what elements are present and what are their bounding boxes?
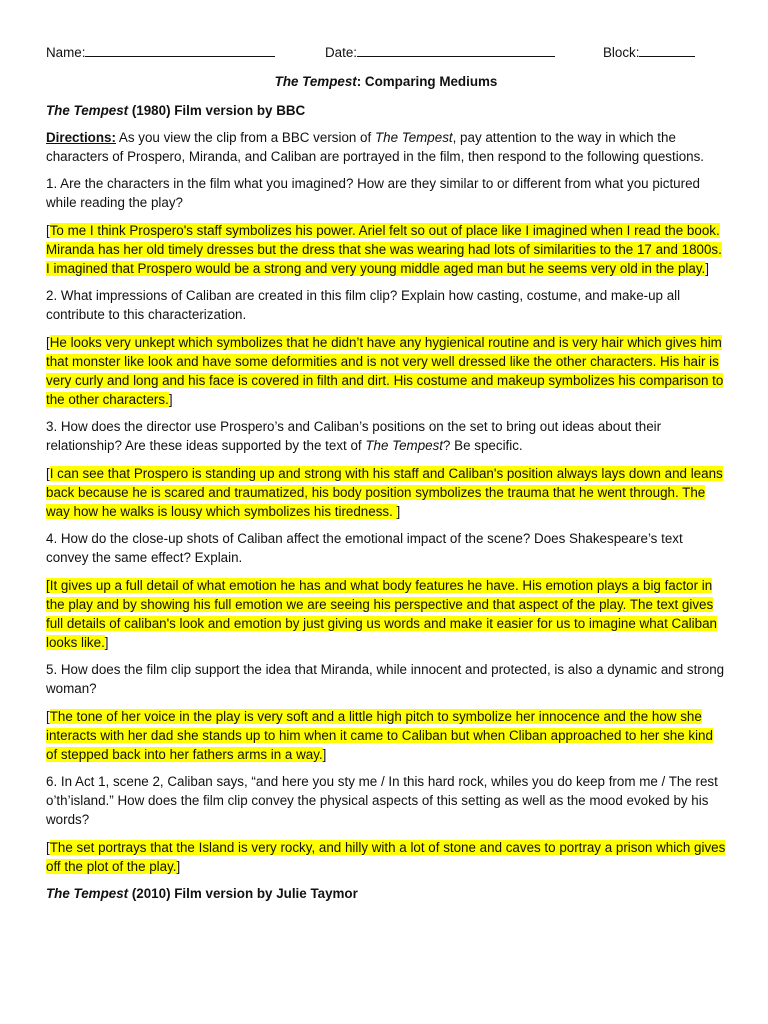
section-heading-bbc (46, 101, 726, 120)
worksheet-page (46, 42, 726, 903)
name-blank[interactable] (85, 42, 275, 57)
answer-text: He looks very unkept which symbolizes that he didn’t have any hygienical routine and is very hair which gives him that monster like look and have some deformities and is not very well dressed like the other characters. His hair is very curly and long and his face is covered in filth and dirt. His costume and makeup symbolizes his comparison to the other characters. (46, 335, 724, 407)
date-blank[interactable] (357, 42, 555, 57)
section2-rest: (2010) Film version by Julie Taymor (128, 886, 358, 901)
answer-text: I can see that Prospero is standing up and strong with his staff and Caliban's position always lays down and leans back because he is scared and traumatized, his body position symbolizes the trauma that he went through. The way how he walks is lousy which symbolizes his tiredness. (46, 466, 723, 519)
section-heading-taymor (46, 884, 726, 903)
answer-text: To me I think Prospero's staff symbolizes his power. Ariel felt so out of place like I imagined when I read the book. Miranda has her old timely dresses but the dress that she was wearing had lots of similarities to the 17 and 1800s. I imagined that Prospero would be a strong and very young middle aged man but he seems very old in the play. (46, 223, 722, 276)
answer-3[interactable] (46, 464, 726, 521)
answer-text: It gives up a full detail of what emotion he has and what body features he have. His emotion plays a big factor in the play and by showing his full emotion we are seeing his perspective and that aspect of the play. The text gives full details of caliban's look and emotion by just giving us words and make it easier for us to imagine what Caliban looks like. (46, 578, 717, 650)
answer-4[interactable] (46, 576, 726, 652)
directions-label: Directions: (46, 130, 116, 145)
question-3-pre: 3. How does the director use Prospero’s and Caliban’s positions on the set to bring out ideas about their relationship? Are these ideas supported by the text of (46, 419, 662, 453)
answer-open-bracket: [ (46, 840, 50, 855)
block-field (603, 42, 695, 62)
section1-italic: The Tempest (46, 103, 129, 118)
answer-close-bracket: ] (176, 859, 181, 874)
title-italic: The Tempest (274, 74, 357, 89)
answer-open-bracket: [ (46, 466, 50, 481)
question-6: 6. In Act 1, scene 2, Caliban says, “and here you sty me / In this hard rock, whiles you do keep from me / The rest o’th’island.” How does the film clip convey the physical aspects of this setting as well as the mood evoked by his words? (46, 774, 718, 827)
answer-open-bracket: [ (46, 709, 50, 724)
block-blank[interactable] (639, 42, 695, 57)
answer-close-bracket: ] (396, 504, 401, 519)
question-1: 1. Are the characters in the film what you imagined? How are they similar to or different from what you pictured while reading the play? (46, 176, 700, 210)
header-fields (46, 42, 726, 64)
block-label: Block: (603, 45, 640, 60)
answer-close-bracket: ] (322, 747, 327, 762)
question-3-italic: The Tempest (365, 438, 444, 453)
answer-2[interactable] (46, 333, 726, 409)
answer-1[interactable] (46, 221, 726, 278)
answer-open-bracket: [ (46, 335, 50, 350)
directions-text-2: , pay attention to the way in which the characters of Prospero, Miranda, and Caliban are portrayed in the film, then respond to the following questions. (46, 130, 704, 164)
section2-italic: The Tempest (46, 886, 129, 901)
page-title (46, 72, 726, 91)
title-rest: : Comparing Mediums (356, 74, 498, 89)
question-5: 5. How does the film clip support the idea that Miranda, while innocent and protected, is also a dynamic and strong woman? (46, 662, 725, 696)
answer-open-bracket: [ (46, 578, 50, 593)
question-4: 4. How do the close-up shots of Caliban affect the emotional impact of the scene? Does Shakespeare’s text convey the same effect? Explain. (46, 531, 683, 565)
name-field (46, 42, 275, 62)
directions-text-1: As you view the clip from a BBC version of (115, 130, 375, 145)
answer-close-bracket: ] (104, 635, 109, 650)
answer-text: The tone of her voice in the play is very soft and a little high pitch to symbolize her innocence and the how she interacts with her dad she stands up to him when it came to Caliban but when Cliban approached to her she kind of stepped back into her fathers arms in a way. (46, 709, 713, 762)
answer-6[interactable] (46, 838, 726, 876)
question-2: 2. What impressions of Caliban are created in this film clip? Explain how casting, costume, and make-up all contribute to this characterization. (46, 288, 681, 322)
question-3 (46, 417, 726, 455)
answer-5[interactable] (46, 707, 726, 764)
name-label: Name: (46, 45, 86, 60)
answer-close-bracket: ] (705, 261, 709, 276)
directions-italic: The Tempest (374, 130, 453, 145)
answer-text: The set portrays that the Island is very rocky, and hilly with a lot of stone and caves to portray a prison which gives off the plot of the play. (46, 840, 726, 874)
answer-close-bracket: ] (168, 392, 173, 407)
answer-open-bracket: [ (46, 223, 50, 238)
directions (46, 128, 726, 166)
date-label: Date: (325, 45, 358, 60)
question-3-post: ? Be specific. (443, 438, 523, 453)
date-field (325, 42, 555, 62)
section1-rest: (1980) Film version by BBC (128, 103, 306, 118)
